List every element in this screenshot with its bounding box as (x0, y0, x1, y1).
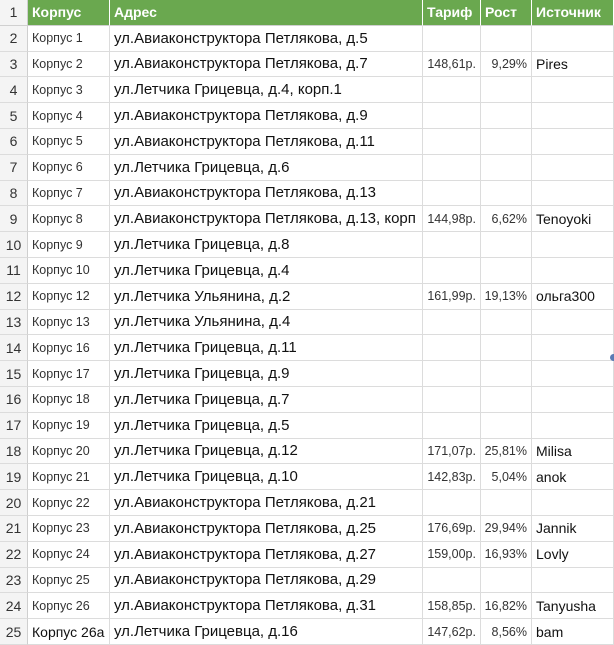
row-number[interactable]: 17 (0, 413, 28, 439)
row-number[interactable]: 19 (0, 464, 28, 490)
cell-tariff[interactable] (423, 310, 481, 336)
cell-source[interactable] (532, 361, 614, 387)
cell-korpus[interactable]: Корпус 25 (28, 568, 110, 594)
column-header-growth[interactable]: Рост (481, 0, 532, 26)
cell-source[interactable] (532, 490, 614, 516)
cell-tariff[interactable] (423, 155, 481, 181)
cell-address[interactable]: ул.Летчика Грицевца, д.4 (110, 258, 423, 284)
row-number[interactable]: 10 (0, 232, 28, 258)
row-number[interactable]: 3 (0, 52, 28, 78)
row-number[interactable]: 2 (0, 26, 28, 52)
row-number[interactable]: 7 (0, 155, 28, 181)
cell-korpus[interactable]: Корпус 19 (28, 413, 110, 439)
cell-address[interactable]: ул.Авиаконструктора Петлякова, д.13 (110, 181, 423, 207)
row-number[interactable]: 11 (0, 258, 28, 284)
cell-tariff[interactable] (423, 232, 481, 258)
column-header-address[interactable]: Адрес (110, 0, 423, 26)
cell-korpus[interactable]: Корпус 23 (28, 516, 110, 542)
cell-address[interactable]: ул.Летчика Ульянина, д.2 (110, 284, 423, 310)
cell-address[interactable]: ул.Авиаконструктора Петлякова, д.13, корп (110, 206, 423, 232)
cell-korpus[interactable]: Корпус 13 (28, 310, 110, 336)
cell-growth[interactable] (481, 258, 532, 284)
cell-address[interactable]: ул.Летчика Грицевца, д.16 (110, 619, 423, 645)
cell-growth[interactable]: 9,29% (481, 52, 532, 78)
cell-source[interactable]: Jannik (532, 516, 614, 542)
cell-tariff[interactable] (423, 361, 481, 387)
cell-address[interactable]: ул.Летчика Грицевца, д.7 (110, 387, 423, 413)
cell-source[interactable] (532, 26, 614, 52)
cell-growth[interactable] (481, 490, 532, 516)
cell-address[interactable]: ул.Авиаконструктора Петлякова, д.31 (110, 593, 423, 619)
cell-address[interactable]: ул.Авиаконструктора Петлякова, д.5 (110, 26, 423, 52)
cell-korpus[interactable]: Корпус 24 (28, 542, 110, 568)
cell-source[interactable]: Lovly (532, 542, 614, 568)
column-header-tariff[interactable]: Тариф (423, 0, 481, 26)
cell-growth[interactable] (481, 129, 532, 155)
cell-tariff[interactable] (423, 413, 481, 439)
cell-korpus[interactable]: Корпус 26 (28, 593, 110, 619)
cell-source[interactable] (532, 568, 614, 594)
cell-source[interactable]: bam (532, 619, 614, 645)
cell-growth[interactable] (481, 181, 532, 207)
cell-address[interactable]: ул.Авиаконструктора Петлякова, д.21 (110, 490, 423, 516)
cell-growth[interactable] (481, 26, 532, 52)
cell-growth[interactable] (481, 310, 532, 336)
row-number[interactable]: 8 (0, 181, 28, 207)
cell-address[interactable]: ул.Авиаконструктора Петлякова, д.27 (110, 542, 423, 568)
cell-tariff[interactable]: 171,07р. (423, 439, 481, 465)
cell-korpus[interactable]: Корпус 18 (28, 387, 110, 413)
cell-tariff[interactable] (423, 77, 481, 103)
cell-tariff[interactable] (423, 129, 481, 155)
cell-tariff[interactable]: 176,69р. (423, 516, 481, 542)
cell-growth[interactable]: 29,94% (481, 516, 532, 542)
row-number[interactable]: 20 (0, 490, 28, 516)
cell-address[interactable]: ул.Авиаконструктора Петлякова, д.29 (110, 568, 423, 594)
cell-source[interactable] (532, 413, 614, 439)
cell-korpus[interactable]: Корпус 10 (28, 258, 110, 284)
row-number[interactable]: 15 (0, 361, 28, 387)
cell-growth[interactable]: 5,04% (481, 464, 532, 490)
cell-growth[interactable]: 8,56% (481, 619, 532, 645)
row-number[interactable]: 18 (0, 439, 28, 465)
cell-tariff[interactable] (423, 335, 481, 361)
cell-tariff[interactable]: 148,61р. (423, 52, 481, 78)
cell-address[interactable]: ул.Авиаконструктора Петлякова, д.7 (110, 52, 423, 78)
scroll-handle[interactable] (610, 354, 614, 361)
cell-source[interactable] (532, 335, 614, 361)
cell-tariff[interactable] (423, 26, 481, 52)
row-number[interactable]: 13 (0, 310, 28, 336)
row-number[interactable]: 21 (0, 516, 28, 542)
cell-address[interactable]: ул.Летчика Ульянина, д.4 (110, 310, 423, 336)
cell-growth[interactable]: 16,93% (481, 542, 532, 568)
cell-growth[interactable]: 19,13% (481, 284, 532, 310)
cell-korpus[interactable]: Корпус 9 (28, 232, 110, 258)
cell-address[interactable]: ул.Летчика Грицевца, д.5 (110, 413, 423, 439)
cell-korpus[interactable]: Корпус 8 (28, 206, 110, 232)
row-number[interactable]: 9 (0, 206, 28, 232)
cell-korpus[interactable]: Корпус 21 (28, 464, 110, 490)
row-number[interactable]: 4 (0, 77, 28, 103)
cell-growth[interactable] (481, 413, 532, 439)
cell-korpus[interactable]: Корпус 4 (28, 103, 110, 129)
cell-korpus[interactable]: Корпус 20 (28, 439, 110, 465)
cell-korpus[interactable]: Корпус 17 (28, 361, 110, 387)
cell-growth[interactable] (481, 155, 532, 181)
cell-source[interactable]: anok (532, 464, 614, 490)
row-number[interactable]: 6 (0, 129, 28, 155)
cell-korpus[interactable]: Корпус 6 (28, 155, 110, 181)
cell-address[interactable]: ул.Авиаконструктора Петлякова, д.9 (110, 103, 423, 129)
cell-tariff[interactable]: 161,99р. (423, 284, 481, 310)
cell-source[interactable] (532, 129, 614, 155)
cell-address[interactable]: ул.Авиаконструктора Петлякова, д.25 (110, 516, 423, 542)
row-number[interactable]: 16 (0, 387, 28, 413)
cell-growth[interactable]: 16,82% (481, 593, 532, 619)
cell-korpus[interactable]: Корпус 16 (28, 335, 110, 361)
cell-tariff[interactable]: 159,00р. (423, 542, 481, 568)
cell-address[interactable]: ул.Летчика Грицевца, д.6 (110, 155, 423, 181)
cell-growth[interactable] (481, 232, 532, 258)
column-header-korpus[interactable]: Корпус (28, 0, 110, 26)
cell-growth[interactable] (481, 387, 532, 413)
row-number[interactable]: 5 (0, 103, 28, 129)
cell-korpus[interactable]: Корпус 5 (28, 129, 110, 155)
row-number-header[interactable]: 1 (0, 0, 28, 26)
cell-source[interactable] (532, 310, 614, 336)
row-number[interactable]: 23 (0, 568, 28, 594)
cell-source[interactable]: Tenoyoki (532, 206, 614, 232)
cell-address[interactable]: ул.Летчика Грицевца, д.10 (110, 464, 423, 490)
row-number[interactable]: 12 (0, 284, 28, 310)
cell-korpus[interactable]: Корпус 12 (28, 284, 110, 310)
row-number[interactable]: 25 (0, 619, 28, 645)
cell-source[interactable] (532, 77, 614, 103)
cell-growth[interactable] (481, 361, 532, 387)
cell-korpus[interactable]: Корпус 7 (28, 181, 110, 207)
cell-tariff[interactable]: 147,62р. (423, 619, 481, 645)
cell-address[interactable]: ул.Летчика Грицевца, д.11 (110, 335, 423, 361)
cell-source[interactable] (532, 155, 614, 181)
column-header-source[interactable]: Источник (532, 0, 614, 26)
cell-address[interactable]: ул.Летчика Грицевца, д.12 (110, 439, 423, 465)
cell-source[interactable] (532, 232, 614, 258)
cell-address[interactable]: ул.Авиаконструктора Петлякова, д.11 (110, 129, 423, 155)
cell-source[interactable]: Tanyusha (532, 593, 614, 619)
cell-source[interactable] (532, 103, 614, 129)
row-number[interactable]: 14 (0, 335, 28, 361)
cell-tariff[interactable]: 142,83р. (423, 464, 481, 490)
cell-address[interactable]: ул.Летчика Грицевца, д.9 (110, 361, 423, 387)
cell-korpus[interactable]: Корпус 3 (28, 77, 110, 103)
cell-korpus[interactable]: Корпус 22 (28, 490, 110, 516)
cell-korpus[interactable]: Корпус 2 (28, 52, 110, 78)
cell-growth[interactable] (481, 77, 532, 103)
cell-source[interactable] (532, 387, 614, 413)
cell-growth[interactable] (481, 568, 532, 594)
cell-address[interactable]: ул.Летчика Грицевца, д.8 (110, 232, 423, 258)
cell-tariff[interactable] (423, 490, 481, 516)
cell-address[interactable]: ул.Летчика Грицевца, д.4, корп.1 (110, 77, 423, 103)
cell-tariff[interactable] (423, 181, 481, 207)
cell-source[interactable] (532, 258, 614, 284)
row-number[interactable]: 24 (0, 593, 28, 619)
cell-growth[interactable]: 6,62% (481, 206, 532, 232)
cell-tariff[interactable] (423, 258, 481, 284)
cell-tariff[interactable] (423, 387, 481, 413)
cell-growth[interactable] (481, 335, 532, 361)
cell-source[interactable] (532, 181, 614, 207)
cell-source[interactable]: ольга300 (532, 284, 614, 310)
cell-source[interactable]: Pires (532, 52, 614, 78)
cell-source[interactable]: Milisa (532, 439, 614, 465)
cell-growth[interactable]: 25,81% (481, 439, 532, 465)
cell-tariff[interactable]: 158,85р. (423, 593, 481, 619)
cell-growth[interactable] (481, 103, 532, 129)
cell-korpus[interactable]: Корпус 26а (28, 619, 110, 645)
cell-tariff[interactable]: 144,98р. (423, 206, 481, 232)
cell-korpus[interactable]: Корпус 1 (28, 26, 110, 52)
row-number[interactable]: 22 (0, 542, 28, 568)
cell-tariff[interactable] (423, 568, 481, 594)
cell-tariff[interactable] (423, 103, 481, 129)
